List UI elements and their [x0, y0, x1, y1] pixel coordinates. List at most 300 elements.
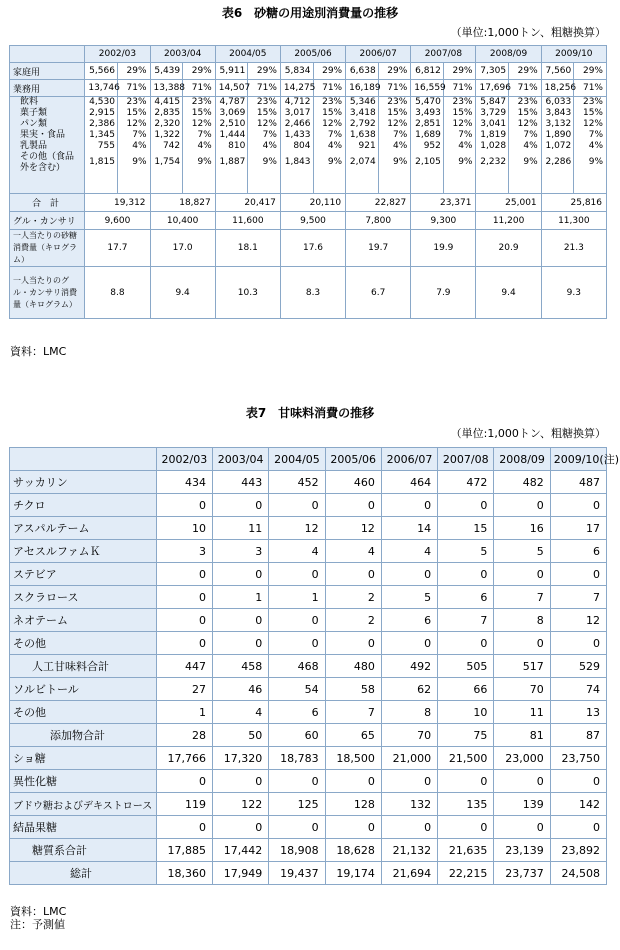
breakdown-value: 3,069 [219, 108, 246, 118]
breakdown-percent: 9% [588, 157, 603, 167]
breakdown-percent: 15% [191, 108, 212, 118]
percent-cell: 29% [378, 63, 411, 80]
value-cell: 472 [438, 471, 494, 494]
value-cell: 17,766 [156, 747, 212, 770]
value-cell: 142 [550, 793, 606, 816]
year-header: 2005/06 [325, 448, 381, 471]
breakdown-value: 952 [423, 141, 441, 151]
breakdown-percent: 12% [322, 119, 343, 129]
table7-header-row [10, 448, 607, 471]
value-cell: 0 [550, 816, 606, 839]
row-label: ソルビトール [10, 678, 157, 701]
row-label: グル・カンサリ [10, 212, 85, 230]
value-cell: 7 [438, 609, 494, 632]
table-row [10, 609, 607, 632]
row-label: 総計 [10, 862, 157, 885]
breakdown-value: 4,415 [154, 97, 181, 107]
breakdown-value: 1,887 [219, 157, 246, 167]
value-cell: 0 [269, 609, 325, 632]
value-cell: 5 [494, 540, 550, 563]
value-cell: 0 [494, 494, 550, 517]
sugar-consumption-table [9, 45, 607, 319]
value-cell: 21,000 [381, 747, 437, 770]
row-label: ブドウ糖およびデキストロース [10, 793, 157, 816]
value-cell: 9,300 [411, 212, 476, 230]
breakdown-value: 2,386 [89, 119, 115, 129]
table-row [10, 230, 607, 267]
percent-cell: 29% [313, 63, 346, 80]
breakdown-percent: 9% [393, 157, 408, 167]
percent-cell: 71% [509, 80, 542, 97]
value-cell: 18,827 [150, 194, 215, 212]
row-label: アスパルテーム [10, 517, 157, 540]
year-header: 2009/10(注) [550, 448, 606, 471]
table-row [10, 770, 607, 793]
value-cell: 21,635 [438, 839, 494, 862]
value-cell: 0 [269, 816, 325, 839]
value-cell: 14,275 [280, 80, 313, 97]
value-cell: 25,001 [476, 194, 541, 212]
value-cell: 6 [438, 586, 494, 609]
breakdown-value: 2,320 [154, 119, 181, 129]
value-cell: 7,800 [346, 212, 411, 230]
value-cell: 0 [325, 632, 381, 655]
value-cell: 22,827 [346, 194, 411, 212]
table-row [10, 194, 607, 212]
table-row [10, 267, 607, 319]
breakdown-percent: 4% [588, 141, 603, 151]
breakdown-percent: 15% [126, 108, 147, 118]
value-cell: 505 [438, 655, 494, 678]
table-row [10, 494, 607, 517]
breakdown-value: 5,470 [415, 97, 441, 107]
value-cell: 5,439 [150, 63, 183, 80]
value-cell: 18,500 [325, 747, 381, 770]
value-cell: 18,360 [156, 862, 212, 885]
value-cell: 62 [381, 678, 437, 701]
breakdown-value: 1,890 [545, 130, 572, 140]
value-cell: 27 [156, 678, 212, 701]
table-row [10, 632, 607, 655]
year-header: 2004/05 [215, 46, 280, 63]
percent-cell: 29% [183, 63, 216, 80]
breakdown-percent: 23% [452, 97, 473, 107]
breakdown-percent: 4% [393, 141, 408, 151]
value-cell: 17.0 [150, 230, 215, 267]
value-cell: 23,750 [550, 747, 606, 770]
value-cell: 0 [325, 770, 381, 793]
value-cell: 17,442 [213, 839, 269, 862]
breakdown-percent: 15% [256, 108, 277, 118]
breakdown-value: 3,843 [545, 108, 572, 118]
breakdown-percent: 4% [132, 141, 147, 151]
value-cell: 14,507 [215, 80, 248, 97]
value-cell: 8.8 [85, 267, 150, 319]
value-cell: 1 [213, 586, 269, 609]
value-cell: 139 [494, 793, 550, 816]
value-cell: 434 [156, 471, 212, 494]
value-cell: 58 [325, 678, 381, 701]
breakdown-percent: 12% [452, 119, 473, 129]
value-cell: 70 [381, 724, 437, 747]
value-cell: 8.3 [280, 267, 345, 319]
value-cell: 132 [381, 793, 437, 816]
year-header: 2008/09 [476, 46, 541, 63]
value-cell: 460 [325, 471, 381, 494]
value-cell: 5,834 [280, 63, 313, 80]
value-cell: 81 [494, 724, 550, 747]
value-cell: 50 [213, 724, 269, 747]
value-cell: 11 [494, 701, 550, 724]
row-label: アセスルファムＫ [10, 540, 157, 563]
breakdown-value: 2,286 [545, 157, 572, 167]
percent-cell: 71% [378, 80, 411, 97]
row-label: 合 計 [10, 194, 85, 212]
value-cell: 0 [156, 563, 212, 586]
breakdown-values [85, 97, 118, 194]
value-cell: 464 [381, 471, 437, 494]
value-cell: 0 [156, 494, 212, 517]
breakdown-value: 4,787 [219, 97, 246, 107]
breakdown-percent: 23% [582, 97, 603, 107]
breakdown-percents [248, 97, 281, 194]
value-cell: 5,911 [215, 63, 248, 80]
value-cell: 13,388 [150, 80, 183, 97]
value-cell: 122 [213, 793, 269, 816]
value-cell: 7,305 [476, 63, 509, 80]
breakdown-value: 1,754 [154, 157, 181, 167]
breakdown-percent: 7% [132, 130, 147, 140]
value-cell: 0 [213, 609, 269, 632]
breakdown-percent: 15% [322, 108, 343, 118]
breakdown-percent: 15% [582, 108, 603, 118]
breakdown-percent: 12% [517, 119, 538, 129]
year-header: 2006/07 [381, 448, 437, 471]
row-label: 業務用 [10, 80, 85, 97]
year-header: 2006/07 [346, 46, 411, 63]
value-cell: 443 [213, 471, 269, 494]
value-cell: 468 [269, 655, 325, 678]
percent-cell: 71% [183, 80, 216, 97]
row-label: 結晶果糖 [10, 816, 157, 839]
year-header: 2003/04 [150, 46, 215, 63]
value-cell: 0 [381, 563, 437, 586]
breakdown-percent: 12% [387, 119, 408, 129]
value-cell: 19.9 [411, 230, 476, 267]
value-cell: 0 [213, 494, 269, 517]
value-cell: 24,508 [550, 862, 606, 885]
row-label: その他 [10, 701, 157, 724]
table-row [10, 839, 607, 862]
value-cell: 0 [269, 563, 325, 586]
table-row [10, 471, 607, 494]
breakdown-label: 果実・食品 [20, 130, 66, 140]
value-cell: 517 [494, 655, 550, 678]
breakdown-percent: 4% [523, 141, 538, 151]
value-cell: 46 [213, 678, 269, 701]
value-cell: 0 [494, 632, 550, 655]
value-cell: 4 [269, 540, 325, 563]
value-cell: 6.7 [346, 267, 411, 319]
percent-cell: 71% [443, 80, 476, 97]
value-cell: 11,300 [541, 212, 606, 230]
value-cell: 0 [269, 632, 325, 655]
table-row [10, 540, 607, 563]
breakdown-percent: 4% [327, 141, 343, 151]
breakdown-percent: 7% [262, 130, 277, 140]
table6-unit: （単位:1,000トン、粗糖換算） [450, 26, 606, 39]
value-cell: 10 [438, 701, 494, 724]
breakdown-value: 2,510 [219, 119, 246, 129]
table-row [10, 701, 607, 724]
breakdown-label: 外を含む） [20, 163, 66, 173]
breakdown-value: 1,433 [284, 130, 311, 140]
table-row [10, 678, 607, 701]
value-cell: 135 [438, 793, 494, 816]
value-cell: 128 [325, 793, 381, 816]
breakdown-value: 810 [228, 141, 246, 151]
table-row [10, 862, 607, 885]
breakdown-percent: 23% [387, 97, 408, 107]
value-cell: 13,746 [85, 80, 118, 97]
breakdown-value: 4,712 [284, 97, 311, 107]
breakdown-value: 1,028 [480, 141, 507, 151]
percent-cell: 71% [313, 80, 346, 97]
value-cell: 8 [381, 701, 437, 724]
value-cell: 0 [438, 816, 494, 839]
value-cell: 0 [494, 816, 550, 839]
percent-cell: 29% [117, 63, 150, 80]
value-cell: 4 [381, 540, 437, 563]
value-cell: 74 [550, 678, 606, 701]
row-label: チクロ [10, 494, 157, 517]
breakdown-percent: 23% [322, 97, 343, 107]
table6-source: 資料：LMC [10, 345, 67, 358]
value-cell: 119 [156, 793, 212, 816]
value-cell: 7 [494, 586, 550, 609]
value-cell: 17,320 [213, 747, 269, 770]
value-cell: 19,437 [269, 862, 325, 885]
value-cell: 5 [381, 586, 437, 609]
percent-cell: 29% [443, 63, 476, 80]
breakdown-percent: 23% [126, 97, 147, 107]
value-cell: 10 [156, 517, 212, 540]
breakdown-value: 6,033 [545, 97, 572, 107]
value-cell: 10,400 [150, 212, 215, 230]
value-cell: 23,371 [411, 194, 476, 212]
breakdown-percents [378, 97, 411, 194]
breakdown-value: 3,017 [284, 108, 311, 118]
breakdown-percent: 4% [458, 141, 473, 151]
breakdown-value: 742 [162, 141, 181, 151]
breakdown-percent: 7% [327, 130, 343, 140]
value-cell: 20,417 [215, 194, 280, 212]
breakdown-percents [509, 97, 542, 194]
value-cell: 16,559 [411, 80, 444, 97]
percent-cell: 71% [117, 80, 150, 97]
value-cell: 20,110 [280, 194, 345, 212]
value-cell: 0 [325, 563, 381, 586]
breakdown-percent: 15% [452, 108, 473, 118]
value-cell: 19,312 [85, 194, 150, 212]
value-cell: 0 [438, 563, 494, 586]
value-cell: 3 [156, 540, 212, 563]
value-cell: 7 [550, 586, 606, 609]
breakdown-percent: 4% [197, 141, 212, 151]
value-cell: 9.3 [541, 267, 606, 319]
breakdown-percent: 23% [256, 97, 277, 107]
value-cell: 4 [213, 701, 269, 724]
breakdown-value: 3,041 [480, 119, 507, 129]
value-cell: 11 [213, 517, 269, 540]
breakdown-values [476, 97, 509, 194]
table-row [10, 63, 607, 80]
table-row [10, 80, 607, 97]
value-cell: 18,256 [541, 80, 574, 97]
value-cell: 0 [438, 494, 494, 517]
value-cell: 70 [494, 678, 550, 701]
value-cell: 2 [325, 586, 381, 609]
breakdown-value: 4,530 [89, 97, 115, 107]
breakdown-labels [10, 97, 85, 194]
year-header: 2008/09 [494, 448, 550, 471]
breakdown-percents [183, 97, 216, 194]
value-cell: 0 [494, 563, 550, 586]
value-cell: 17,885 [156, 839, 212, 862]
value-cell: 21.3 [541, 230, 606, 267]
breakdown-value: 5,346 [349, 97, 376, 107]
breakdown-percent: 9% [132, 157, 147, 167]
value-cell: 0 [156, 632, 212, 655]
value-cell: 6 [269, 701, 325, 724]
breakdown-value: 2,466 [284, 119, 311, 129]
value-cell: 18,628 [325, 839, 381, 862]
value-cell: 0 [213, 632, 269, 655]
breakdown-label: 飲料 [20, 97, 39, 107]
breakdown-value: 3,729 [480, 108, 507, 118]
year-header: 2002/03 [85, 46, 150, 63]
year-header: 2003/04 [213, 448, 269, 471]
breakdown-values [150, 97, 183, 194]
value-cell: 17.7 [85, 230, 150, 267]
value-cell: 0 [213, 816, 269, 839]
breakdown-label: 菓子類 [20, 108, 48, 118]
breakdown-percents [313, 97, 346, 194]
breakdown-value: 1,819 [480, 130, 507, 140]
value-cell: 12 [550, 609, 606, 632]
breakdown-value: 5,847 [480, 97, 507, 107]
row-label: 人工甘味料合計 [10, 655, 157, 678]
value-cell: 125 [269, 793, 325, 816]
breakdown-percent: 12% [582, 119, 603, 129]
value-cell: 23,737 [494, 862, 550, 885]
table-row [10, 747, 607, 770]
value-cell: 452 [269, 471, 325, 494]
table7-note: 注：予測値 [10, 918, 65, 931]
value-cell: 66 [438, 678, 494, 701]
breakdown-values [411, 97, 444, 194]
value-cell: 19.7 [346, 230, 411, 267]
percent-cell: 71% [248, 80, 281, 97]
value-cell: 7 [325, 701, 381, 724]
row-label: スクラロース [10, 586, 157, 609]
breakdown-percent: 7% [393, 130, 408, 140]
breakdown-values [541, 97, 574, 194]
year-header: 2009/10 [541, 46, 606, 63]
breakdown-percents [117, 97, 150, 194]
percent-cell: 29% [574, 63, 607, 80]
breakdown-values [280, 97, 313, 194]
table-row [10, 586, 607, 609]
value-cell: 17,696 [476, 80, 509, 97]
table-row [10, 655, 607, 678]
value-cell: 8 [494, 609, 550, 632]
table7-unit: （単位:1,000トン、粗糖換算） [450, 427, 606, 440]
table6-header-row [10, 46, 607, 63]
value-cell: 19,174 [325, 862, 381, 885]
breakdown-percent: 9% [262, 157, 277, 167]
value-cell: 9.4 [476, 267, 541, 319]
breakdown-value: 2,105 [415, 157, 441, 167]
row-label: ステビア [10, 563, 157, 586]
breakdown-percent: 9% [327, 157, 343, 167]
value-cell: 17 [550, 517, 606, 540]
value-cell: 447 [156, 655, 212, 678]
value-cell: 0 [438, 770, 494, 793]
value-cell: 18,908 [269, 839, 325, 862]
value-cell: 21,132 [381, 839, 437, 862]
breakdown-value: 2,074 [349, 157, 376, 167]
table6-title: 表6 砂糖の用途別消費量の推移 [221, 6, 399, 20]
value-cell: 0 [550, 632, 606, 655]
corner-cell [10, 448, 157, 471]
value-cell: 0 [269, 494, 325, 517]
value-cell: 0 [325, 816, 381, 839]
breakdown-value: 3,132 [545, 119, 572, 129]
row-label: 糖質系合計 [10, 839, 157, 862]
breakdown-value: 1,815 [89, 157, 115, 167]
value-cell: 2 [325, 609, 381, 632]
breakdown-value: 755 [97, 141, 115, 151]
value-cell: 487 [550, 471, 606, 494]
value-cell: 0 [381, 632, 437, 655]
value-cell: 0 [213, 563, 269, 586]
row-label: 家庭用 [10, 63, 85, 80]
row-label: サッカリン [10, 471, 157, 494]
percent-cell: 29% [509, 63, 542, 80]
breakdown-percent: 12% [126, 119, 147, 129]
table-row [10, 793, 607, 816]
value-cell: 21,500 [438, 747, 494, 770]
breakdown-percent: 9% [458, 157, 473, 167]
value-cell: 0 [269, 770, 325, 793]
value-cell: 87 [550, 724, 606, 747]
value-cell: 0 [438, 632, 494, 655]
breakdown-values [215, 97, 248, 194]
value-cell: 11,600 [215, 212, 280, 230]
breakdown-percent: 23% [191, 97, 212, 107]
year-header: 2005/06 [280, 46, 345, 63]
value-cell: 21,694 [381, 862, 437, 885]
value-cell: 0 [381, 770, 437, 793]
breakdown-value: 2,792 [349, 119, 376, 129]
value-cell: 65 [325, 724, 381, 747]
table-row [10, 517, 607, 540]
value-cell: 9,600 [85, 212, 150, 230]
table-row [10, 212, 607, 230]
value-cell: 0 [550, 770, 606, 793]
value-cell: 11,200 [476, 212, 541, 230]
